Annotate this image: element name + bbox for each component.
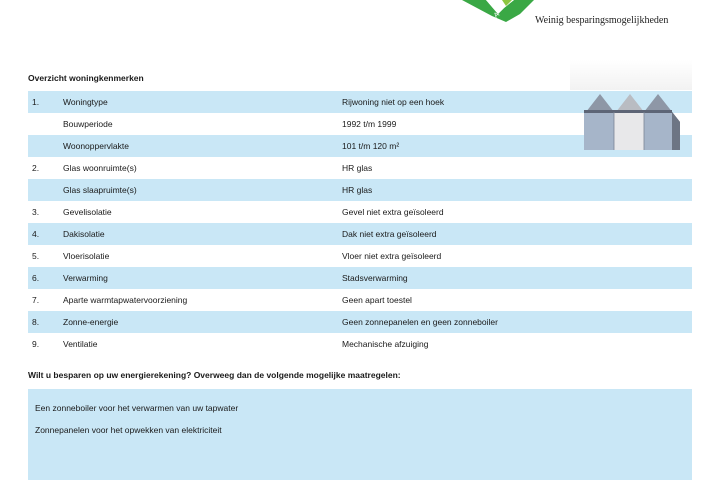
house-icon	[580, 88, 682, 152]
row-number: 6.	[28, 267, 63, 289]
property-label: Glas slaapruimte(s)	[63, 179, 342, 201]
property-label: Zonne-energie	[63, 311, 342, 333]
property-value: Stadsverwarming	[342, 267, 692, 289]
property-row	[28, 223, 692, 245]
property-row	[28, 267, 692, 289]
measures-box	[28, 389, 692, 480]
row-number	[28, 135, 63, 157]
row-number: 3.	[32, 207, 40, 217]
property-row	[28, 289, 692, 311]
property-row	[28, 245, 692, 267]
property-value: Vloer niet extra geïsoleerd	[342, 251, 442, 261]
property-value: Geen zonnepanelen en geen zonneboiler	[342, 311, 692, 333]
property-label: Glas woonruimte(s)	[63, 163, 137, 173]
row-number: 8.	[28, 311, 63, 333]
property-value: HR glas	[342, 179, 692, 201]
property-value: 1992 t/m 1999	[342, 119, 397, 129]
advice-question: Wilt u besparen op uw energierekening? Overweeg dan de volgende mogelijke maatregelen:	[28, 370, 401, 380]
property-row	[28, 311, 692, 333]
property-label: Woonoppervlakte	[63, 135, 342, 157]
property-value: Mechanische afzuiging	[342, 339, 429, 349]
logo-caption: Weinig besparingsmogelijkheden	[535, 15, 669, 26]
energy-label-logo	[458, 0, 538, 22]
property-label: Bouwperiode	[63, 119, 113, 129]
property-label: Aparte warmtapwatervoorziening	[63, 295, 188, 305]
row-number: 7.	[32, 295, 40, 305]
property-label: Dakisolatie	[63, 223, 342, 245]
section-title: Overzicht woningkenmerken	[28, 73, 144, 83]
measure-item: Zonnepanelen voor het opwekken van elektriciteit	[35, 425, 222, 435]
property-row	[28, 333, 692, 355]
row-number: 5.	[32, 251, 40, 261]
row-number	[28, 179, 63, 201]
property-label: Verwarming	[63, 267, 342, 289]
property-label: Gevelisolatie	[63, 207, 112, 217]
house-image-background	[570, 60, 692, 90]
property-row	[28, 157, 692, 179]
row-number: 2.	[32, 163, 40, 173]
property-value: Dak niet extra geïsoleerd	[342, 223, 692, 245]
property-row	[28, 201, 692, 223]
property-value: Gevel niet extra geïsoleerd	[342, 207, 444, 217]
property-value: HR glas	[342, 163, 373, 173]
row-number: 4.	[28, 223, 63, 245]
property-label: Vloerisolatie	[63, 251, 110, 261]
property-value: 101 t/m 120 m²	[342, 135, 692, 157]
property-label: Woningtype	[63, 91, 342, 113]
measure-item: Een zonneboiler voor het verwarmen van uw tapwater	[35, 403, 239, 413]
row-number	[28, 113, 63, 135]
logo-letter: A	[492, 11, 501, 20]
row-number: 1.	[28, 91, 63, 113]
row-number: 9.	[32, 339, 40, 349]
property-value: Geen apart toestel	[342, 295, 412, 305]
property-label: Ventilatie	[63, 339, 98, 349]
property-row	[28, 179, 692, 201]
property-value: Rijwoning niet op een hoek	[342, 91, 692, 113]
